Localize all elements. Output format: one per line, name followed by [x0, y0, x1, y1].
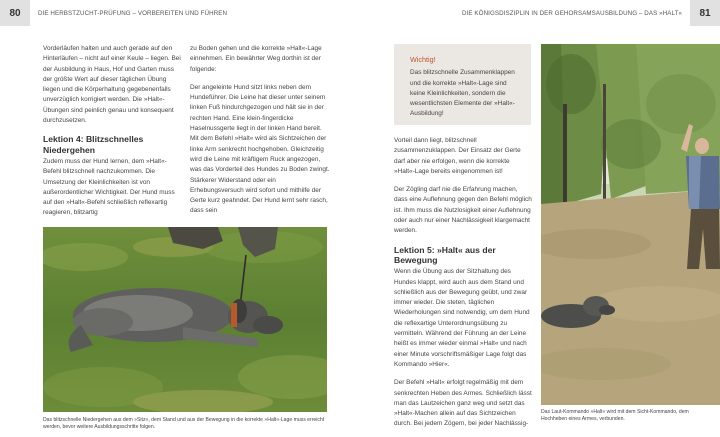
lesson-4-heading: Lektion 4: Blitzschnelles Niedergehen: [43, 134, 144, 156]
left-photo-caption: Das blitzschnelle Niedergehen aus dem »Sitz«, dem Stand und aus der Bewegung in die korrekte »Halt«-Lage muss erreicht werden, bevor weitere Ausbildungsschritte folgen.: [43, 417, 325, 431]
left-page-header: [0, 0, 360, 26]
paragraph: Vorteil dann liegt, blitzschnell zusammenzuklappen. Der Einsatz der Gerte darf aber nie erfolgen, wenn die korrekte »Halt«-Lage bereits eingenommen ist!: [394, 137, 521, 175]
paragraph: Der angeleinte Hund sitzt links neben dem Hundeführer. Die Leine hat dieser unter seinem linken Fuß hindurchgezogen und hält sie in der rechten Hand. Eine klein-fingerdicke Haselnussgerte liegt in der linken Hand bereit. Mit dem Befehl »Halt« wird als Sichtzeichen der linke Arm senkrecht hochgehoben. Gleichzeitig wird die Leine mit kräftigem Ruck angezogen, was das Vorderteil des Hundes zu Boden zwingt. Stärkerer Widerstand oder ein Erhebungsversuch wird sofort und mithilfe der Gerte kurz geahndet. Der Hund lernt sehr rasch, dass sein: [190, 83, 330, 215]
left-page-number: 80: [0, 0, 30, 26]
dog-lying-photo: [43, 227, 327, 412]
tip-box-text: Das blitzschnelle Zusammenklappen und die korrekte »Halt«-Lage sind keine Kleinlichkeiten, sondern die wesentlichsten Elemente der »Halt«-Ausbildung!: [410, 69, 515, 118]
paragraph: Der Befehl »Halt« erfolgt regelmäßig mit dem senkrechten Heben des Armes. Schließlich lässt man das Lautzeichen ganz weg und setzt das »Halt«-Machen allein auf das Sichtzeichen durch. Bei jedem Zögern, bei jeder Nachlässig-: [394, 379, 532, 428]
right-running-title: DIE KÖNIGSDISZIPLIN IN DER GEHORSAMSAUSBILDUNG – DAS »HALT«: [462, 9, 682, 17]
lesson-5-heading: Lektion 5: »Halt« aus der Bewegung: [394, 244, 496, 266]
right-photo-caption: Das Laut-Kommando »Halt« wird mit dem Sicht-Kommando, dem Hochheben eines Armes, verbunden.: [541, 409, 689, 423]
paragraph: Vorderläufen halten und auch gerade auf den Hinterläufen – nicht auf einer Keule – liegen. Bei der Ausbildung in Haus, Hof und Garten muss der größte Wert auf dieser täglichen Übung liegen und die Körperhaltung gegebenenfalls unverzüglich korrigiert werden. Die »Halt«-Übungen sind peinlich genau und konsequent durchzusetzen.: [43, 45, 181, 125]
paragraph: Zudem muss der Hund lernen, dem »Halt«-Befehl blitzschnell nachzukommen. Die Umsetzung der Kleinlichkeiten ist von außerordentlicher Wichtigkeit. Der Hund muss auf den »Halt«-Befehl schließlich reflexartig reagieren, blitzartig: [43, 157, 175, 217]
handler-raised-arm-photo: [541, 44, 720, 405]
paragraph: Der Zögling darf nie die Erfahrung machen, dass eine Auflehnung gegen den Befehl möglich ist. Ihm muss die Nutzlosigkeit einer Auflehnung oder auch nur einer Nachlässigkeit klargemacht werden.: [394, 186, 532, 235]
tip-box: [394, 44, 531, 125]
right-column: [394, 136, 532, 437]
paragraph: Wenn die Übung aus der Sitzhaltung des Hundes klappt, wird auch aus dem Stand und schließlich aus der Bewegung geübt, und zwar immer wieder. Die steten, täglichen Wiederholungen sind notwendig, um dem Hund die reflexartige Unterordnungsübung zu vermitteln. Während der Führung an der Leine heißt es immer wieder einmal »Halt« und nach einer Minute vorschriftsmäßiger Lage folgt das Kommando »Hier«.: [394, 268, 530, 368]
right-page-header: [360, 0, 720, 26]
left-column-2: [190, 44, 330, 225]
tip-box-title: Wichtig!: [410, 55, 436, 64]
paragraph: zu Boden gehen und die korrekte »Halt«-Lage einnehmen. Ein bewährter Weg dorthin ist der folgende:: [190, 45, 322, 73]
right-page-number: 81: [690, 0, 720, 26]
left-running-title: DIE HERBSTZUCHT-PRÜFUNG – VORBEREITEN UND FÜHREN: [38, 9, 228, 17]
left-column-1: [43, 44, 181, 227]
